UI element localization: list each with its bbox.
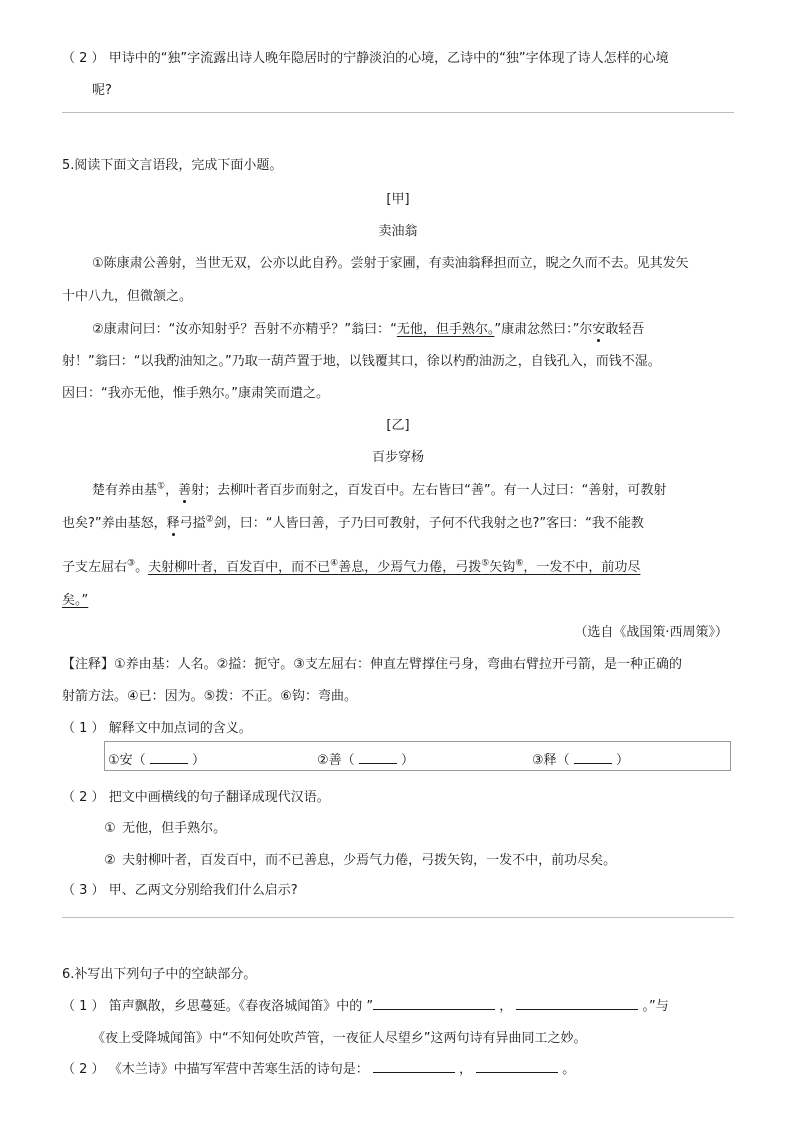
fill-blank[interactable] [373,997,495,1010]
jia-title: 卖油翁 [378,224,418,239]
sub3-text: 甲、乙两文分别给我们什么启示? [108,883,298,898]
note-mark-6: ⑥ [515,558,524,569]
sub1-number: （ 1 ） [62,721,105,736]
sub1-text: 解释文中加点词的含义。 [108,721,252,736]
jia-p2-text-a: ②康肃问曰：“汝亦知射乎？吾射不亦精乎？”翁曰： [92,322,391,337]
answer-blank[interactable] [574,751,612,764]
q6-s2-text: 《木兰诗》中描写军营中苦寒生活的诗句是： [108,1062,369,1077]
sub3-number: （ 3 ） [62,883,105,898]
yi-line2 [62,512,644,531]
note-mark-5: ⑤ [481,558,490,569]
answer-cell-label: ②善（ [317,753,355,768]
answer-cell-shan [317,749,414,768]
q6-title: 6.补写出下列句子中的空缺部分。 [62,967,257,982]
note-mark-4: ④ [330,558,339,569]
q5-title: 5.阅读下面文言语段，完成下面小题。 [62,158,283,173]
jia-p2-line1 [92,318,644,337]
item-number: ① [104,821,116,836]
translate-item-1 [102,817,226,836]
source-citation: （选自《战国策·西周策》） [574,625,728,640]
jia-p1-line2: 十中八九，但微颔之。 [62,289,193,304]
fill-blank[interactable] [516,997,638,1010]
divider [62,917,734,918]
yi-underline-part2: 善息，少焉气力倦，弓拨 [338,560,482,575]
jia-p2-quote: “ [390,322,397,337]
jia-p2-text-c: 敢轻吾 [605,322,645,337]
q6-s1-line2: 《夜上受降城闻笛》中“不知何处吹芦管，一夜征人尽望乡”这两句诗有异曲同工之妙。 [92,1031,587,1046]
note-mark-3: ③ [127,558,136,569]
q6-s2-comma: ， [458,1062,472,1077]
q4-part2-number: （ 2 ） [62,51,105,66]
yi-label: [乙] [386,418,410,433]
jia-p2-text-b: ”康肃忿然曰：”尔 [494,322,593,337]
jia-p2-line2: 射！”翁曰：“以我酌油知之。”乃取一葫芦置于地，以钱覆其口，徐以杓酌油沥之，自钱孔入，而钱不湿。 [62,354,661,369]
sub3-question [62,879,298,898]
q6-s1-number: （ 1 ） [62,999,105,1014]
q6-s2-end: 。 [562,1062,576,1077]
divider [62,112,734,113]
yi-underline-part1: 夫射柳叶者，百发百中，而不已 [148,560,331,575]
answer-cell-close: ） [400,753,414,768]
dotted-word-shan: 善 [178,479,191,498]
answer-cell-close: ） [615,753,629,768]
yi-underline-end: 矣。” [62,593,89,608]
jia-label: [甲] [386,192,410,207]
q6-s1-comma: ， [499,999,513,1014]
note-mark-1: ① [157,481,166,492]
jia-p2-line3: 因曰：“我亦无他，惟手熟尔。”康肃笑而遣之。 [62,386,329,401]
sub2-question [62,786,330,805]
yi-line1-text-c: 射；去柳叶者百步而射之，百发百中。左右皆曰“善”。有一人过曰：“善射，可教射 [191,483,667,498]
q6-s2-number: （ 2 ） [62,1062,105,1077]
yi-line2-text-b: 弓搤 [179,516,206,531]
notes-line2: 射箭方法。④已：因为。⑤拨：不正。⑥钩：弯曲。 [62,689,357,704]
yi-line4 [62,589,88,608]
yi-line2-text-a: 也矣?”养由基怒， [62,516,167,531]
answer-cell-label: ③释（ [532,753,570,768]
item-text: 夫射柳叶者，百发百中，而不已善息，少焉气力倦，弓拨矢钩，一发不中，前功尽矣。 [122,853,617,868]
answer-cell-shi [532,749,629,768]
yi-underline-part3: 矢钩 [489,560,516,575]
yi-line1-comma: ， [165,483,179,498]
yi-line3 [62,556,640,575]
yi-underlined-sentence [148,560,640,575]
fill-blank[interactable] [476,1060,558,1073]
answer-cell-an [108,749,205,768]
yi-title: 百步穿杨 [371,450,424,465]
note-mark-2: ② [205,514,214,525]
q4-part2-line2: 呢? [92,83,112,98]
item-number: ② [104,853,116,868]
dotted-word-an: 安 [592,318,605,337]
sub2-text: 把文中画横线的句子翻译成现代汉语。 [108,790,330,805]
answer-blank[interactable] [359,751,397,764]
q6-s1-text: 笛声飘散，乡思蔓延。《春夜洛城闻笛》中的 ” [108,999,374,1014]
answer-cell-close: ） [191,753,205,768]
translate-item-2 [102,849,616,868]
sub2-number: （ 2 ） [62,790,105,805]
answer-cell-label: ①安（ [108,753,146,768]
q6-s2-line [62,1058,575,1077]
jia-p1-line1: ①陈康肃公善射，当世无双，公亦以此自矜。尝射于家圃，有卖油翁释担而立，睨之久而不去。见其发矢 [92,256,689,271]
q6-s1-end: 。”与 [642,999,669,1014]
q4-part2-line1 [62,47,669,66]
jia-underlined-sentence: 无他，但手熟尔。 [396,322,495,337]
q6-s1-line1 [62,995,669,1014]
notes-line1: 【注释】①养由基：人名。②搤：扼守。③支左屈右：伸直左臂撑住弓身，弯曲右臂拉开弓箭，是一种正确的 [62,657,682,672]
yi-line1-text-a: 楚有养由基 [92,483,158,498]
yi-line3-text-a: 子支左屈右 [62,560,128,575]
yi-line2-text-c: 剑，曰：“人皆曰善，子乃曰可教射，子何不代我射之也?”客曰：“我不能教 [213,516,644,531]
yi-line3-period: 。 [135,560,149,575]
fill-blank[interactable] [373,1060,455,1073]
answer-blank[interactable] [150,751,188,764]
dotted-word-shi: 释 [167,512,180,531]
item-text: 无他，但手熟尔。 [122,821,227,836]
answer-table [104,741,731,771]
yi-line1 [92,479,666,498]
q4-part2-text: 甲诗中的“独”字流露出诗人晚年隐居时的宁静淡泊的心境，乙诗中的“独”字体现了诗人怎样的心境 [108,51,669,66]
yi-underline-part4: ，一发不中，前功尽 [523,560,641,575]
sub1-question [62,717,252,736]
